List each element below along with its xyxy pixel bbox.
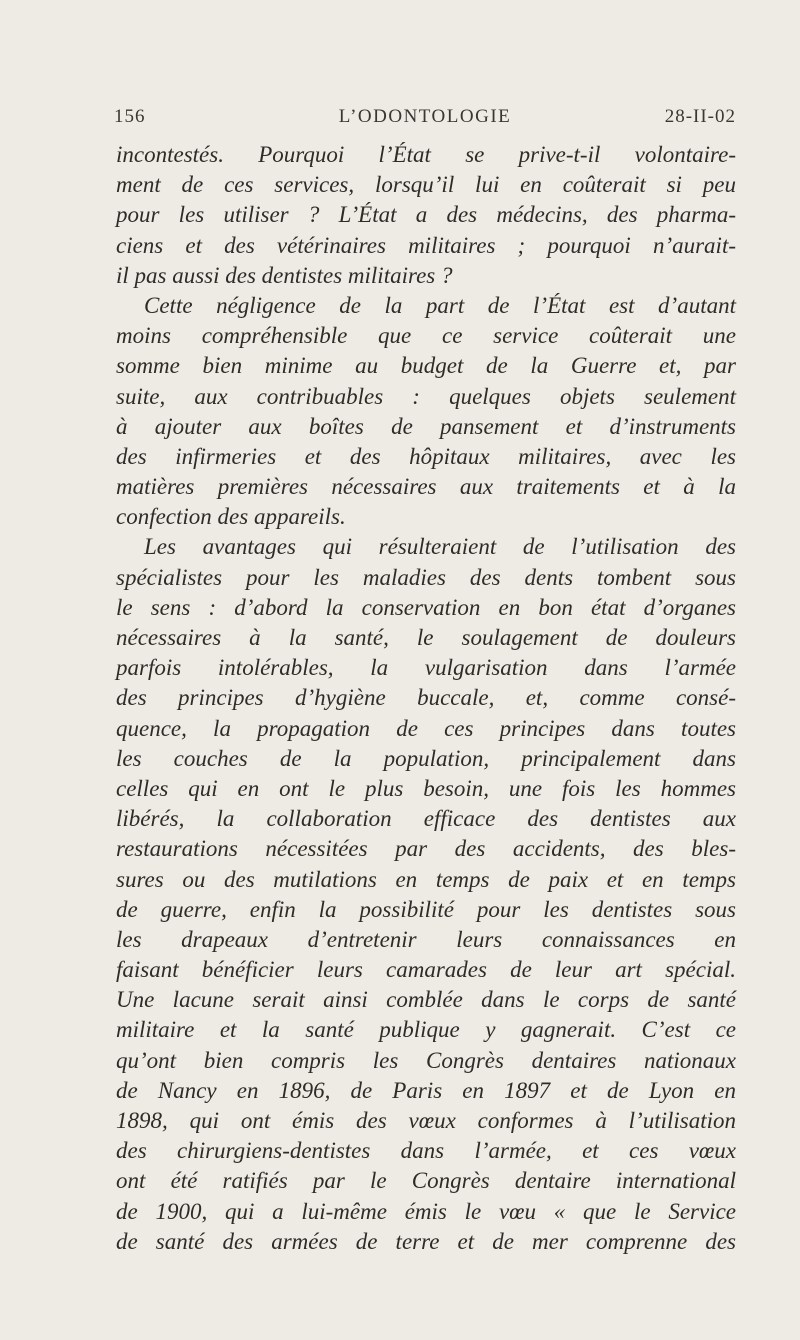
journal-title: L’ODONTOLOGIE — [338, 106, 512, 127]
text-line: Cette négligence de la part de l’État est d’autant — [144, 292, 736, 318]
text-line: matières premières nécessaires aux traitements et à la — [116, 474, 736, 500]
text-line: parfois intolérables, la vulgarisation dans l’armée — [116, 655, 736, 681]
text-line: de santé des armées de terre et de mer comprenne des — [116, 1228, 736, 1254]
text-line: pour les utiliser ? L’État a des médecins, des pharma- — [116, 202, 736, 228]
text-line: 1898, qui ont émis des vœux conformes à l’utilisation — [116, 1108, 736, 1133]
text-line: les drapeaux d’entretenir leurs connaissances en — [116, 926, 736, 952]
text-line: quence, la propagation de ces principes dans toutes — [116, 715, 736, 741]
text-line: ciens et des vétérinaires militaires ; pourquoi n’aurait- — [116, 232, 736, 258]
text-line: ment de ces services, lorsqu’il lui en coûterait si peu — [116, 172, 736, 198]
text-line: somme bien minime au budget de la Guerre et, par — [116, 353, 736, 379]
text-line: faisant bénéficier leurs camarades de leur art spécial. — [116, 957, 736, 983]
text-line: des infirmeries et des hôpitaux militaires, avec les — [116, 443, 736, 469]
text-line: restaurations nécessitées par des accidents, des bles- — [116, 836, 736, 862]
text-line: à ajouter aux boîtes de pansement et d’instruments — [116, 413, 736, 439]
running-head — [114, 106, 736, 136]
text-line: confection des appareils. — [116, 504, 346, 530]
text-line: ont été ratifiés par le Congrès dentaire international — [116, 1168, 736, 1194]
body-text — [116, 140, 736, 1257]
text-line: de guerre, enfin la possibilité pour les dentistes sous — [116, 896, 736, 922]
text-line: suite, aux contribuables : quelques objets seulement — [116, 383, 736, 409]
text-line: sures ou des mutilations en temps de paix et en temps — [116, 866, 736, 892]
text-line: spécialistes pour les maladies des dents tombent sous — [116, 564, 736, 590]
text-line: les couches de la population, principalement dans — [116, 745, 736, 771]
text-line: incontestés. Pourquoi l’État se prive-t-il volontaire- — [116, 142, 736, 167]
issue-date: 28-II-02 — [664, 106, 736, 127]
text-line: de Nancy en 1896, de Paris en 1897 et de Lyon en — [116, 1077, 736, 1103]
text-line: le sens : d’abord la conservation en bon état d’organes — [116, 594, 736, 620]
text-line: libérés, la collaboration efficace des dentistes aux — [116, 806, 736, 832]
text-line: des chirurgiens-dentistes dans l’armée, et ces vœux — [116, 1138, 736, 1164]
text-line: il pas aussi des dentistes militaires ? — [116, 262, 453, 288]
page-number: 156 — [114, 106, 146, 127]
text-line: nécessaires à la santé, le soulagement de douleurs — [116, 625, 736, 650]
text-line: qu’ont bien compris les Congrès dentaires nationaux — [116, 1047, 736, 1073]
text-line: Une lacune serait ainsi comblée dans le corps de santé — [116, 987, 736, 1013]
text-line: Les avantages qui résulteraient de l’utilisation des — [144, 534, 736, 560]
text-line: de 1900, qui a lui-même émis le vœu « que le Service — [116, 1198, 736, 1224]
text-line: des principes d’hygiène buccale, et, comme consé- — [116, 685, 736, 711]
text-line: moins compréhensible que ce service coûterait une — [116, 323, 736, 349]
text-line: celles qui en ont le plus besoin, une fois les hommes — [116, 775, 736, 801]
text-line: militaire et la santé publique y gagnerait. C’est ce — [116, 1017, 736, 1043]
